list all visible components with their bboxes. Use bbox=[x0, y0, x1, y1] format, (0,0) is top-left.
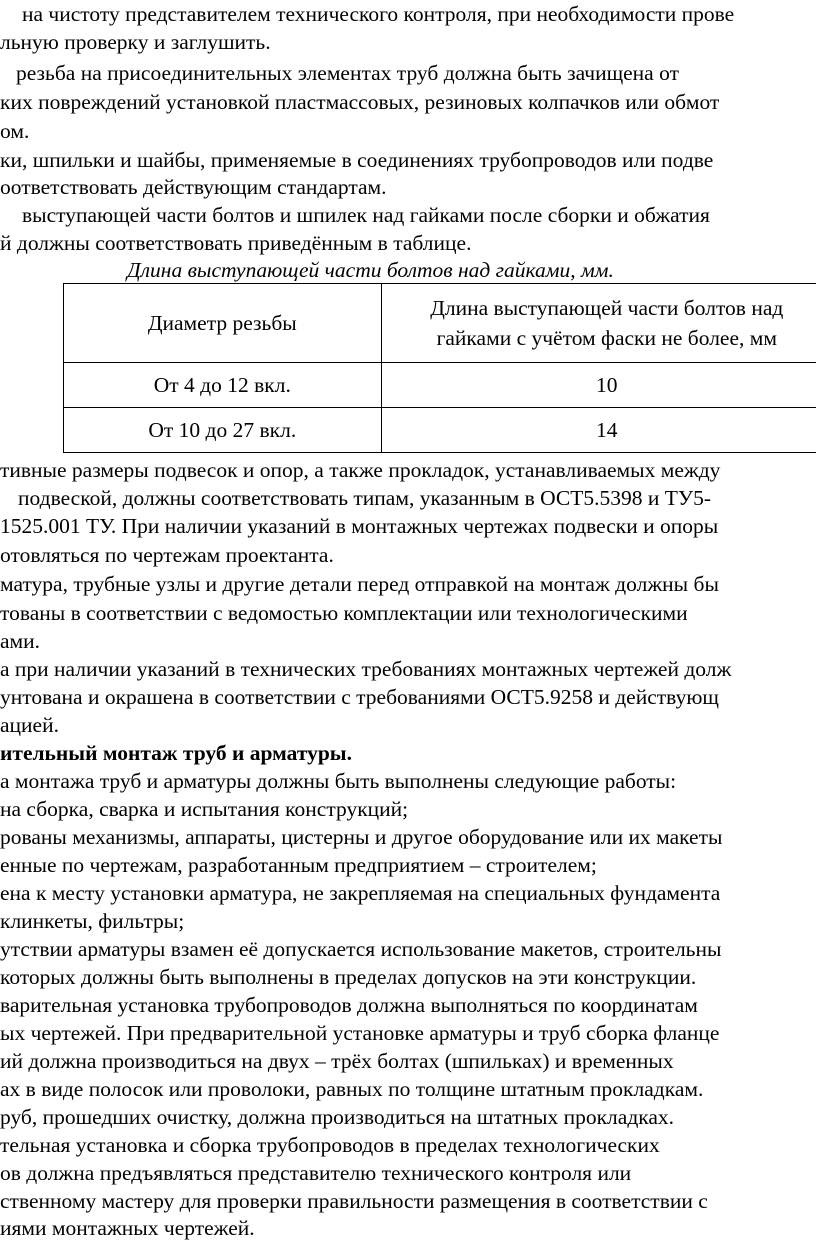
header-thread-diameter: Диаметр резьбы bbox=[64, 284, 382, 363]
table-row bbox=[64, 363, 816, 408]
text-line: а при наличии указаний в технических требованиях монтажных чертежей долж bbox=[0, 657, 732, 681]
text-line: ов должна предъявляться представителю технического контроля или bbox=[0, 1161, 632, 1185]
text-line: оответствовать действующим стандартам. bbox=[0, 175, 387, 199]
text-line: й должны соответствовать приведённым в таблице. bbox=[0, 231, 472, 255]
text-line: иями монтажных чертежей. bbox=[0, 1216, 255, 1240]
text-line: ена к месту установки арматура, не закрепляемая на специальных фундамента bbox=[0, 881, 721, 905]
text-line: рованы механизмы, аппараты, цистерны и другое оборудование или их макеты bbox=[0, 825, 723, 849]
text-line: резьба на присоединительных элементах труб должна быть зачищена от bbox=[16, 61, 679, 85]
section-heading: ительный монтаж труб и арматуры. bbox=[0, 741, 352, 765]
header-protrusion-text bbox=[430, 293, 783, 353]
text-line: ацией. bbox=[0, 713, 59, 737]
text-line: тивные размеры подвесок и опор, а также прокладок, устанавливаемых между bbox=[0, 458, 721, 482]
text-line: тельная установка и сборка трубопроводов в пределах технологических bbox=[0, 1133, 660, 1157]
header-protrusion-line2: гайками с учётом фаски не более, мм bbox=[436, 326, 777, 350]
table-header-row bbox=[64, 284, 816, 363]
text-line: на сборка, сварка и испытания конструкций; bbox=[0, 797, 409, 821]
text-line: ких повреждений установкой пластмассовых, резиновых колпачков или обмот bbox=[0, 90, 720, 114]
text-line: ами. bbox=[0, 629, 41, 653]
header-protrusion-line1: Длина выступающей части болтов над bbox=[430, 296, 784, 320]
header-protrusion-length bbox=[381, 284, 816, 363]
text-line: клинкеты, фильтры; bbox=[0, 909, 185, 933]
text-line: которых должны быть выполнены в пределах допусков на эти конструкции. bbox=[0, 965, 697, 989]
bolt-length-table bbox=[63, 283, 816, 453]
table-caption: Длина выступающей части болтов над гайками, мм. bbox=[127, 258, 614, 282]
text-line: льную проверку и заглушить. bbox=[0, 30, 271, 54]
cell-length: 14 bbox=[381, 408, 816, 453]
text-line: ом. bbox=[0, 119, 30, 143]
text-line: ки, шпильки и шайбы, применяемые в соединениях трубопроводов или подве bbox=[0, 148, 714, 172]
text-line: ственному мастеру для проверки правильности размещения в соответствии с bbox=[0, 1189, 708, 1213]
cell-diameter: От 4 до 12 вкл. bbox=[64, 363, 382, 408]
cell-diameter: От 10 до 27 вкл. bbox=[64, 408, 382, 453]
table-row bbox=[64, 408, 816, 453]
text-line: ах в виде полосок или проволоки, равных по толщине штатным прокладкам. bbox=[0, 1077, 704, 1101]
text-line: утствии арматуры взамен её допускается использование макетов, строительны bbox=[0, 937, 722, 961]
text-line: руб, прошедших очистку, должна производиться на штатных прокладках. bbox=[0, 1105, 675, 1129]
text-line: подвеской, должны соответствовать типам, указанным в ОСТ5.5398 и ТУ5- bbox=[18, 486, 712, 510]
text-line: выступающей части болтов и шпилек над гайками после сборки и обжатия bbox=[22, 203, 710, 227]
text-line: отовляться по чертежам проектанта. bbox=[0, 543, 334, 567]
cell-length: 10 bbox=[381, 363, 816, 408]
text-line: тованы в соответствии с ведомостью комплектации или технологическими bbox=[0, 601, 688, 625]
text-line: а монтажа труб и арматуры должны быть выполнены следующие работы: bbox=[0, 769, 677, 793]
text-line: матура, трубные узлы и другие детали перед отправкой на монтаж должны бы bbox=[0, 572, 719, 596]
text-line: варительная установка трубопроводов должна выполняться по координатам bbox=[0, 993, 698, 1017]
text-line: 1525.001 ТУ. При наличии указаний в монтажных чертежах подвески и опоры bbox=[0, 514, 719, 538]
text-line: ых чертежей. При предварительной установке арматуры и труб сборка фланце bbox=[0, 1021, 720, 1045]
text-line: унтована и окрашена в соответствии с требованиями ОСТ5.9258 и действующ bbox=[0, 685, 719, 709]
text-line: енные по чертежам, разработанным предприятием – строителем; bbox=[0, 853, 597, 877]
text-line: на чистоту представителем технического контроля, при необходимости прове bbox=[22, 2, 735, 26]
text-line: ий должна производиться на двух – трёх болтах (шпильках) и временных bbox=[0, 1049, 674, 1073]
